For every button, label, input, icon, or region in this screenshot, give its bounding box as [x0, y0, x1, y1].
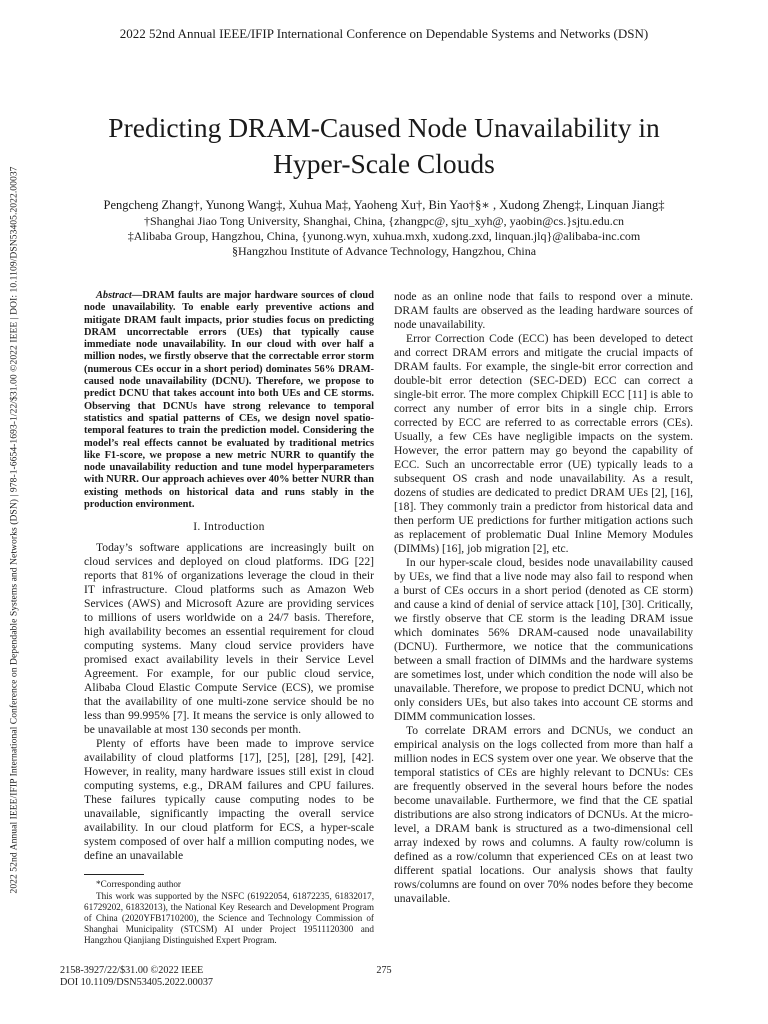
abstract — [84, 290, 374, 511]
affiliation-hangzhou: §Hangzhou Institute of Advance Technology, Hangzhou, China — [231, 244, 537, 258]
sidebar-citation-text: 2022 52nd Annual IEEE/IFIP International Conference on Dependable Systems and Networks (DSN) | 978-1-6654-1693-1/22/$31.00 ©2022 IEEE | DOI: 10.1109/DSN53405.2022.00037 — [8, 166, 20, 894]
abstract-text: —DRAM faults are major hardware sources of cloud node unavailability. To enable early preventive actions and mitigate DRAM fault impacts, prior studies focus on predicting DRAM uncorrectable errors (UEs) that typically cause immediate node unavailability. In our cloud with over half a million nodes, we firstly observe that the correctable error storm (numerous CEs occur in a short period) dominates 56% DRAM-caused node unavailability (DCNU). Therefore, we propose to predict DCNU that takes account into both UEs and CE storms. Observing that DCNUs have strong relevance to temporal statistics and spatial patterns of CEs, we design novel spatio-temporal features to train the prediction model. Considering the model’s real effects cannot be evaluated by traditional metrics like F1-score, we propose a new metric NURR to quantify the node unavailability reduction and tune model hyperparameters with NURR. Our approach achieves over 40% better NURR than existing methods on historical data and runs stably in the production environment. — [84, 290, 374, 511]
abstract-label: Abstract — [96, 290, 132, 301]
intro-paragraph-6: To correlate DRAM errors and DCNUs, we conduct an empirical analysis on the logs collected from more than half a million nodes in ECS system over one year. We observe that the temporal statistics of CEs are highly relevant to DCNUs: CEs are frequently observed in the several hours before the nodes become unavailable. Furthermore, we find that the CE spatial distributions are also strong indicators of DCNUs. At the micro-level, a DRAM bank is structured as a two-dimensional cell array indexed by rows and columns. A faulty row/column is defined as a row/column that experienced CEs on at least two different spatial locations. Our analysis shows that faulty rows/columns are found on over 70% nodes before they become unavailable. — [394, 724, 693, 905]
title-line-2: Hyper-Scale Clouds — [273, 148, 495, 179]
footnote-rule — [84, 874, 144, 875]
title-line-1: Predicting DRAM-Caused Node Unavailability in — [108, 112, 660, 143]
conference-header: 2022 52nd Annual IEEE/IFIP International Conference on Dependable Systems and Networks (DSN) — [119, 26, 649, 41]
left-column — [84, 290, 374, 947]
author-block — [40, 198, 728, 259]
footer-doi: DOI 10.1109/DSN53405.2022.00037 — [60, 977, 214, 988]
sidebar-citation — [5, 120, 23, 940]
section-heading-introduction: I. Introduction — [193, 520, 265, 534]
intro-paragraph-3: node as an online node that fails to respond over a minute. DRAM faults are observed as the leading hardware sources of node unavailability. — [394, 290, 693, 331]
intro-paragraph-4: Error Correction Code (ECC) has been developed to detect and correct DRAM errors and mitigate the crucial impacts of DRAM faults. For example, the single-bit error correction and double-bit error detection (SEC-DED) ECC can correct a single-bit error. The more complex Chipkill ECC [11] is able to correct any number of error bits in a single chip. Errors corrected by ECC are referred to as correctable errors (CEs). Usually, a few CEs have negligible impacts on the system. However, the error pattern may go beyond the capability of ECC. Such an uncorrectable error (UE) typically leads to a subsequent OS crash and node unavailability. As a result, dozens of studies are dedicated to predict DRAM UEs [2], [16], [18]. They commonly train a predictor from historical data and then perform UE predictions for further mitigation actions such as replacement of problematic Dual Inline Memory Modules (DIMMs) [16], job migration [2], etc. — [394, 332, 693, 555]
intro-paragraph-2: Plenty of efforts have been made to improve service availability of cloud platforms [17], [25], [28], [29], [42]. However, in reality, many hardware issues still exist in cloud computing systems, e.g., DRAM failures and CPU failures. These failures typically cause computing nodes to be unavailable, significantly impacting the overall service availability. In our cloud platform for ECS, a hyper-scale system composed of over half a million computing nodes, we define an unavailable — [84, 737, 374, 863]
footnote-funding: This work was supported by the NSFC (61922054, 61872235, 61832017, 61729202, 61832013), the National Key Research and Development Program of China (2020YFB1710200), the Science and Technology Commission of Shanghai Municipality (STCSM) AI under Project 19511120300 and Hangzhou Qianjiang Distinguished Expert Program. — [84, 890, 374, 946]
affiliation-alibaba: ‡Alibaba Group, Hangzhou, China, {yunong.wyn, xuhua.mxh, xudong.zxd, linquan.jlq}@alibaba-inc.com — [127, 229, 641, 243]
footnotes — [84, 879, 374, 946]
paper-title — [60, 110, 708, 182]
right-column — [394, 290, 693, 906]
author-names: Pengcheng Zhang†, Yunong Wang‡, Xuhua Ma‡, Yaoheng Xu†, Bin Yao†§∗ , Xudong Zheng‡, Linquan Jiang‡ — [103, 198, 665, 212]
affiliation-sjtu: †Shanghai Jiao Tong University, Shanghai, China, {zhangpc@, sjtu_xyh@, yaobin@cs.}sjtu.edu.cn — [143, 214, 625, 228]
footer-issn: 2158-3927/22/$31.00 ©2022 IEEE — [60, 965, 204, 976]
intro-paragraph-5: In our hyper-scale cloud, besides node unavailability caused by UEs, we find that a live node may also fail to respond when a burst of CEs occurs in a short period (denoted as CE storm) and cause a kind of denial of service attack [10], [30]. Critically, we firstly observe that CE storm is the leading DRAM issue which dominates 56% DRAM-caused node unavailability (DCNU). Furthermore, we notice that the communications between a small fraction of DIMMs and the hardware systems are sometimes lost, under which condition the node will also be unavailable. Therefore, we propose to predict DCNU, which not only considers UEs, but also takes into account CE storms and DIMM communication losses. — [394, 556, 693, 723]
page-number: 275 — [376, 965, 392, 976]
footnote-corresponding: *Corresponding author — [96, 879, 181, 890]
intro-paragraph-1: Today’s software applications are increasingly built on cloud services and deployed on cloud platforms. IDG [22] reports that 81% of organizations leverage the cloud in their IT infrastructure. Cloud platforms such as Amazon Web Services (AWS) and Microsoft Azure are providing services to millions of users worldwide on a 24/7 basis. Therefore, high availability becomes an essential requirement for cloud computing systems. Many cloud service providers have promised exact availability levels in their Service Level Agreement. For example, for our public cloud service, Alibaba Cloud Elastic Compute Service (ECS), we promise that the availability of one multi-zone service should be no less than 99.995% [7]. It means the service is only allowed to be unavailable at most 130 seconds per month. — [84, 541, 374, 737]
